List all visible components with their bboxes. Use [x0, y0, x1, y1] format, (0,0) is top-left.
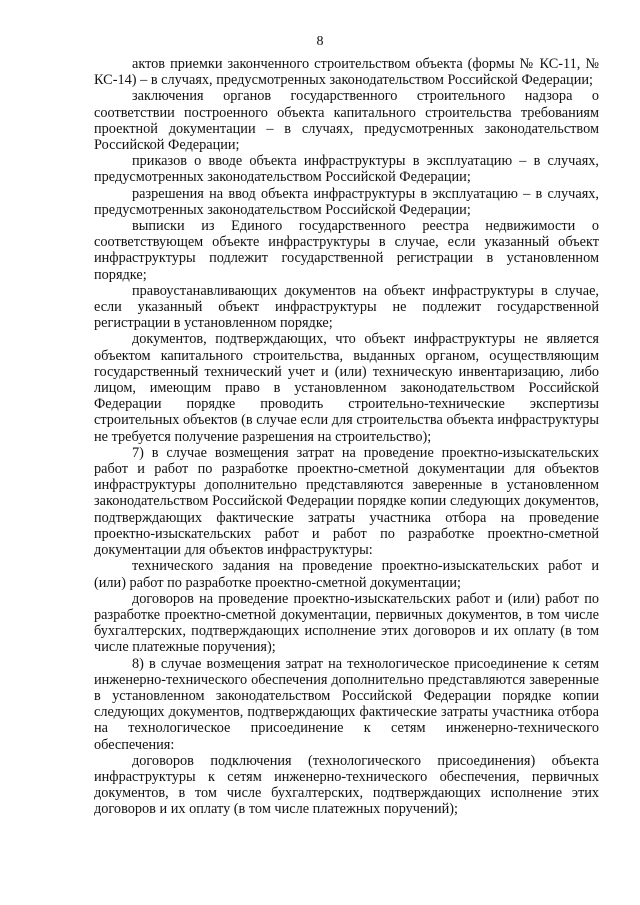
paragraph: документов, подтверждающих, что объект инфраструктуры не является объектом капитального строительства, выданных органом, осуществляющим государственный технический учет и (или) техническую инвентаризацию, либо лицом, имеющим право в установленном законодательством Российской Федерации порядке проводить строительно-технические экспертизы строительных объектов (в случае если для строительства объекта инфраструктуры не требуется получение разрешения на строительство);	[94, 331, 599, 445]
paragraph: приказов о вводе объекта инфраструктуры в эксплуатацию – в случаях, предусмотренных законодательством Российской Федерации;	[94, 153, 599, 186]
paragraph: договоров на проведение проектно-изыскательских работ и (или) работ по разработке проектно-сметной документации, первичных документов, в том числе бухгалтерских, подтверждающих исполнение этих договоров и их оплату (в том числе платежные поручения);	[94, 590, 599, 656]
paragraph: разрешения на ввод объекта инфраструктуры в эксплуатацию – в случаях, предусмотренных законодательством Российской Федерации;	[94, 185, 599, 218]
page-number: 8	[316, 34, 324, 49]
paragraph: договоров подключения (технологического присоединения) объекта инфраструктуры к сетям инженерно-технического обеспечения, первичных документов, в том числе бухгалтерских, подтверждающих исполнение этих договоров и их оплату (в том числе платежных поручений);	[94, 752, 599, 818]
paragraph: актов приемки законченного строительством объекта (формы № КС-11, № КС-14) – в случаях, предусмотренных законодательством Российской Федерации;	[94, 56, 599, 89]
paragraph: заключения органов государственного строительного надзора о соответствии построенного объекта капитального строительства требованиям проектной документации – в случаях, предусмотренных законодательством Российской Федерации;	[94, 88, 599, 154]
document-body	[94, 56, 599, 818]
paragraph: 7) в случае возмещения затрат на проведение проектно-изыскательских работ и работ по разработке проектно-сметной документации для объектов инфраструктуры дополнительно представляются заверенные в установленном законодательством Российской Федерации порядке копии следующих документов, подтверждающих фактические затраты участника отбора на проведение проектно-изыскательских работ и работ по разработке проектно-сметной документации для объектов инфраструктуры:	[94, 444, 599, 559]
paragraph: правоустанавливающих документов на объект инфраструктуры в случае, если указанный объект инфраструктуры не подлежит государственной регистрации в установленном порядке;	[94, 282, 599, 332]
paragraph: 8) в случае возмещения затрат на технологическое присоединение к сетям инженерно-технического обеспечения дополнительно представляются заверенные в установленном законодательством Российской Федерации порядке копии следующих документов, подтверждающих фактические затраты участника отбора на технологическое присоединение к сетям инженерно-технического обеспечения:	[94, 655, 599, 753]
paragraph: технического задания на проведение проектно-изыскательских работ и (или) работ по разработке проектно-сметной документации;	[94, 558, 599, 591]
paragraph: выписки из Единого государственного реестра недвижимости о соответствующем объекте инфраструктуры в случае, если указанный объект инфраструктуры подлежит государственной регистрации в установленном порядке;	[94, 218, 599, 283]
